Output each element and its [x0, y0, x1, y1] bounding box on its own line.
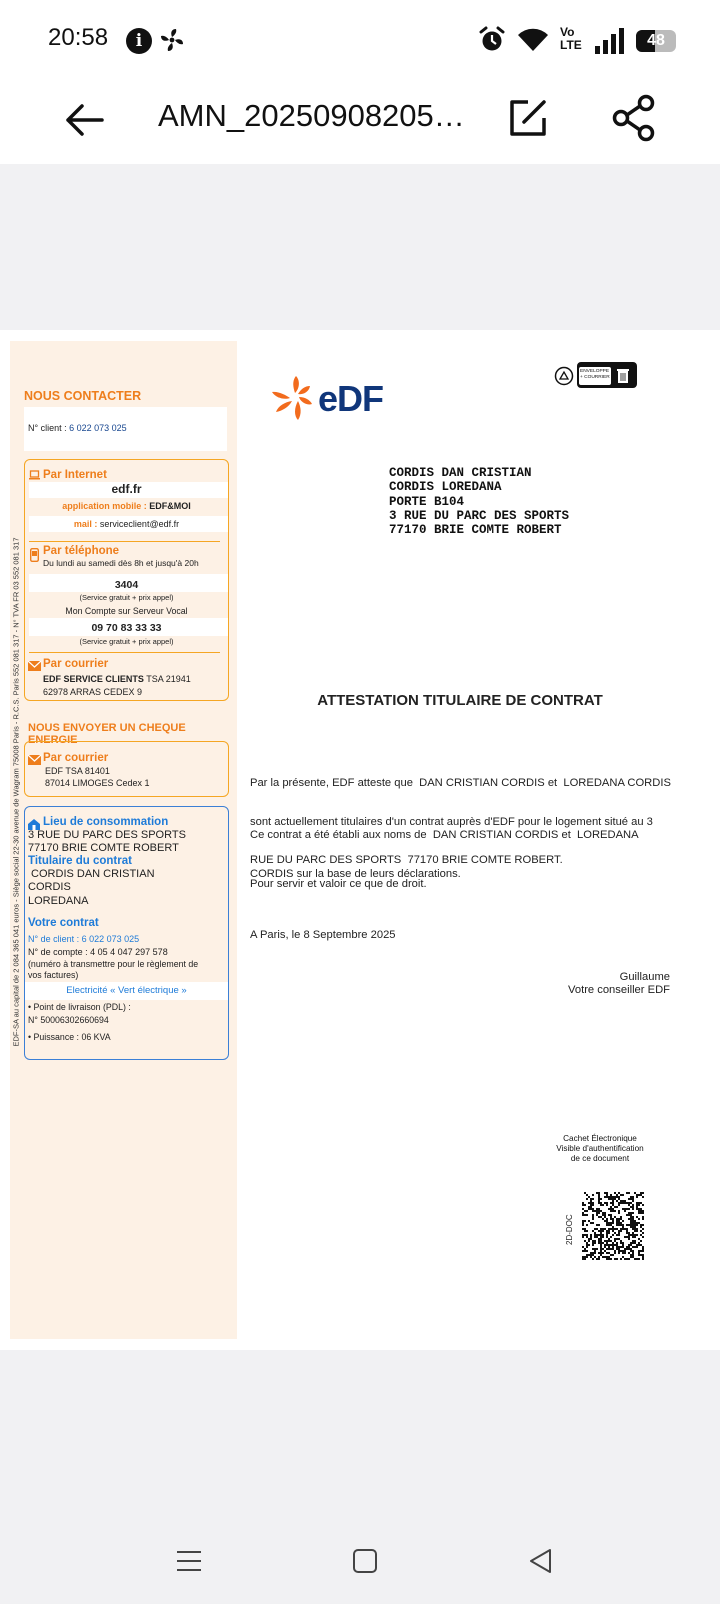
contact-heading: NOUS CONTACTER	[24, 389, 142, 403]
courrier-heading: Par courrier	[43, 658, 109, 670]
holder-name-2: CORDIS	[28, 881, 71, 893]
account-number: N° de compte : 4 05 4 047 297 578	[28, 947, 168, 957]
edf-logo	[270, 374, 382, 424]
contract-client-number: N° de client : 6 022 073 025	[28, 934, 140, 944]
menu-icon[interactable]	[174, 1546, 204, 1576]
system-nav-bar	[0, 1516, 720, 1604]
address-line: PORTE B104	[389, 494, 465, 509]
battery-icon	[636, 30, 676, 52]
holder-name-3: LOREDANA	[28, 895, 89, 907]
attestation-paragraph: Par la présente, EDF atteste que DAN CRISTIAN CORDIS et LOREDANA CORDIS sont actuellement titulaires d'un contrat auprès d'EDF pour le logement situé au 3 RUE DU PARC DES SPORTS 77170 BRIE COMTE ROBERT.	[250, 776, 671, 867]
account-note-1: (numéro à transmettre pour le règlement de	[28, 959, 199, 969]
file-title: AMN_20250908205…	[158, 98, 465, 133]
legal-notice: EDF-SA au capital de 2 084 365 041 euros - Siège social 22-30 avenue de Wagram 75008 Paris - R.C.S. Paris 552 081 317 - N° TVA FR 03 552 081 317	[11, 537, 21, 1047]
cheque-address-2: 87014 LIMOGES Cedex 1	[45, 778, 150, 788]
share-icon[interactable]	[612, 94, 656, 142]
address-line: CORDIS DAN CRISTIAN	[389, 466, 532, 480]
wifi-icon	[516, 26, 550, 54]
recycle-label-2: + COURRIER	[580, 375, 610, 380]
mail-line[interactable]: mail : serviceclient@edf.fr	[73, 519, 180, 529]
recycle-label-1: ENVELOPPE	[580, 369, 610, 374]
app-toolbar	[0, 80, 720, 164]
contact-channels-box	[24, 459, 229, 701]
document-page[interactable]	[0, 330, 720, 1350]
closing-sentence: Pour servir et valoir ce que de droit.	[250, 878, 427, 890]
power-line: • Puissance : 06 KVA	[28, 1032, 111, 1042]
document-title: ATTESTATION TITULAIRE DE CONTRAT	[317, 692, 603, 709]
alarm-icon	[478, 26, 506, 54]
pdl-value: N° 50006302660694	[28, 1015, 109, 1025]
home-icon[interactable]	[350, 1546, 380, 1576]
contract-names-paragraph: Ce contrat a été établi aux noms de DAN CRISTIAN CORDIS et LOREDANA CORDIS sur la base de leurs déclarations.	[250, 828, 639, 880]
signal-icon	[594, 28, 624, 54]
recycling-badge	[553, 362, 638, 390]
contact-sidebar	[10, 341, 237, 1339]
account-note-2: vos factures)	[28, 970, 79, 980]
holder-heading: Titulaire du contrat	[28, 855, 132, 867]
consumption-heading: Lieu de consommation	[43, 816, 169, 828]
cheque-courrier-heading: Par courrier	[43, 752, 109, 764]
electronic-seal-caption: Cachet Électronique Visible d'authentification de ce document	[556, 1134, 644, 1163]
offer-name: Electricité « Vert électrique »	[66, 985, 187, 996]
cheque-heading: NOUS ENVOYER UN CHEQUE ENERGIE	[28, 722, 186, 746]
phone-hours: Du lundi au samedi dès 8h et jusqu'à 20h	[43, 558, 199, 568]
signature-block	[568, 971, 670, 997]
edit-icon[interactable]	[508, 98, 548, 138]
qr-code-label: 2D-DOC	[565, 1214, 574, 1245]
consumption-address-1: 3 RUE DU PARC DES SPORTS	[28, 829, 186, 841]
signature-role: Votre conseiller EDF	[568, 984, 670, 996]
phone-note-1: (Service gratuit + prix appel)	[79, 593, 174, 602]
address-line: 77170 BRIE COMTE ROBERT	[389, 523, 562, 538]
website-link[interactable]: edf.fr	[111, 482, 142, 496]
phone-number-main[interactable]: 09 70 83 33 33	[91, 622, 162, 634]
recipient-address	[389, 466, 569, 537]
phone-note-2: (Service gratuit + prix appel)	[79, 637, 174, 646]
edf-logo-text: eDF	[318, 378, 384, 419]
vocal-server-line: Mon Compte sur Serveur Vocal	[65, 606, 188, 616]
back-arrow-icon[interactable]	[62, 98, 106, 142]
recycle-icon	[553, 366, 575, 386]
edf-logo-symbol-icon	[270, 374, 324, 424]
address-line: CORDIS LOREDANA	[389, 480, 502, 495]
qr-code-icon	[582, 1192, 644, 1260]
pdl-label: • Point de livraison (PDL) :	[28, 1002, 131, 1012]
phone-number-3404[interactable]: 3404	[114, 579, 139, 591]
battery-level: 48	[647, 32, 665, 49]
fan-icon	[158, 26, 186, 54]
consumption-address-2: 77170 BRIE COMTE ROBERT	[28, 842, 179, 854]
trash-bin-icon	[615, 367, 631, 384]
envelope-icon	[28, 661, 41, 671]
contract-info-box	[24, 806, 229, 1060]
laptop-icon	[29, 470, 40, 480]
address-line: 3 RUE DU PARC DES SPORTS	[389, 508, 570, 523]
envelope-icon	[28, 755, 41, 765]
courrier-address-2: 62978 ARRAS CEDEX 9	[43, 687, 143, 697]
info-icon: i	[126, 28, 152, 54]
courrier-address-1: EDF SERVICE CLIENTS TSA 21941	[43, 674, 191, 684]
client-number-box	[24, 407, 227, 451]
place-date: A Paris, le 8 Septembre 2025	[250, 929, 396, 941]
signature-name: Guillaume	[619, 971, 670, 983]
client-number-line: N° client : 6 022 073 025	[28, 423, 127, 433]
status-time: 20:58	[48, 24, 109, 51]
app-line: application mobile : EDF&MOI	[62, 501, 191, 511]
status-bar	[0, 0, 720, 80]
cheque-courrier-box	[24, 741, 229, 797]
contract-heading: Votre contrat	[28, 917, 99, 929]
cheque-address-1: EDF TSA 81401	[45, 766, 110, 776]
volte-icon: Vo LTE	[560, 25, 582, 52]
phone-icon	[30, 548, 39, 562]
internet-heading: Par Internet	[43, 469, 107, 481]
back-triangle-icon[interactable]	[526, 1546, 556, 1576]
telephone-heading: Par téléphone	[43, 545, 120, 557]
holder-name-1: CORDIS DAN CRISTIAN	[28, 868, 155, 880]
